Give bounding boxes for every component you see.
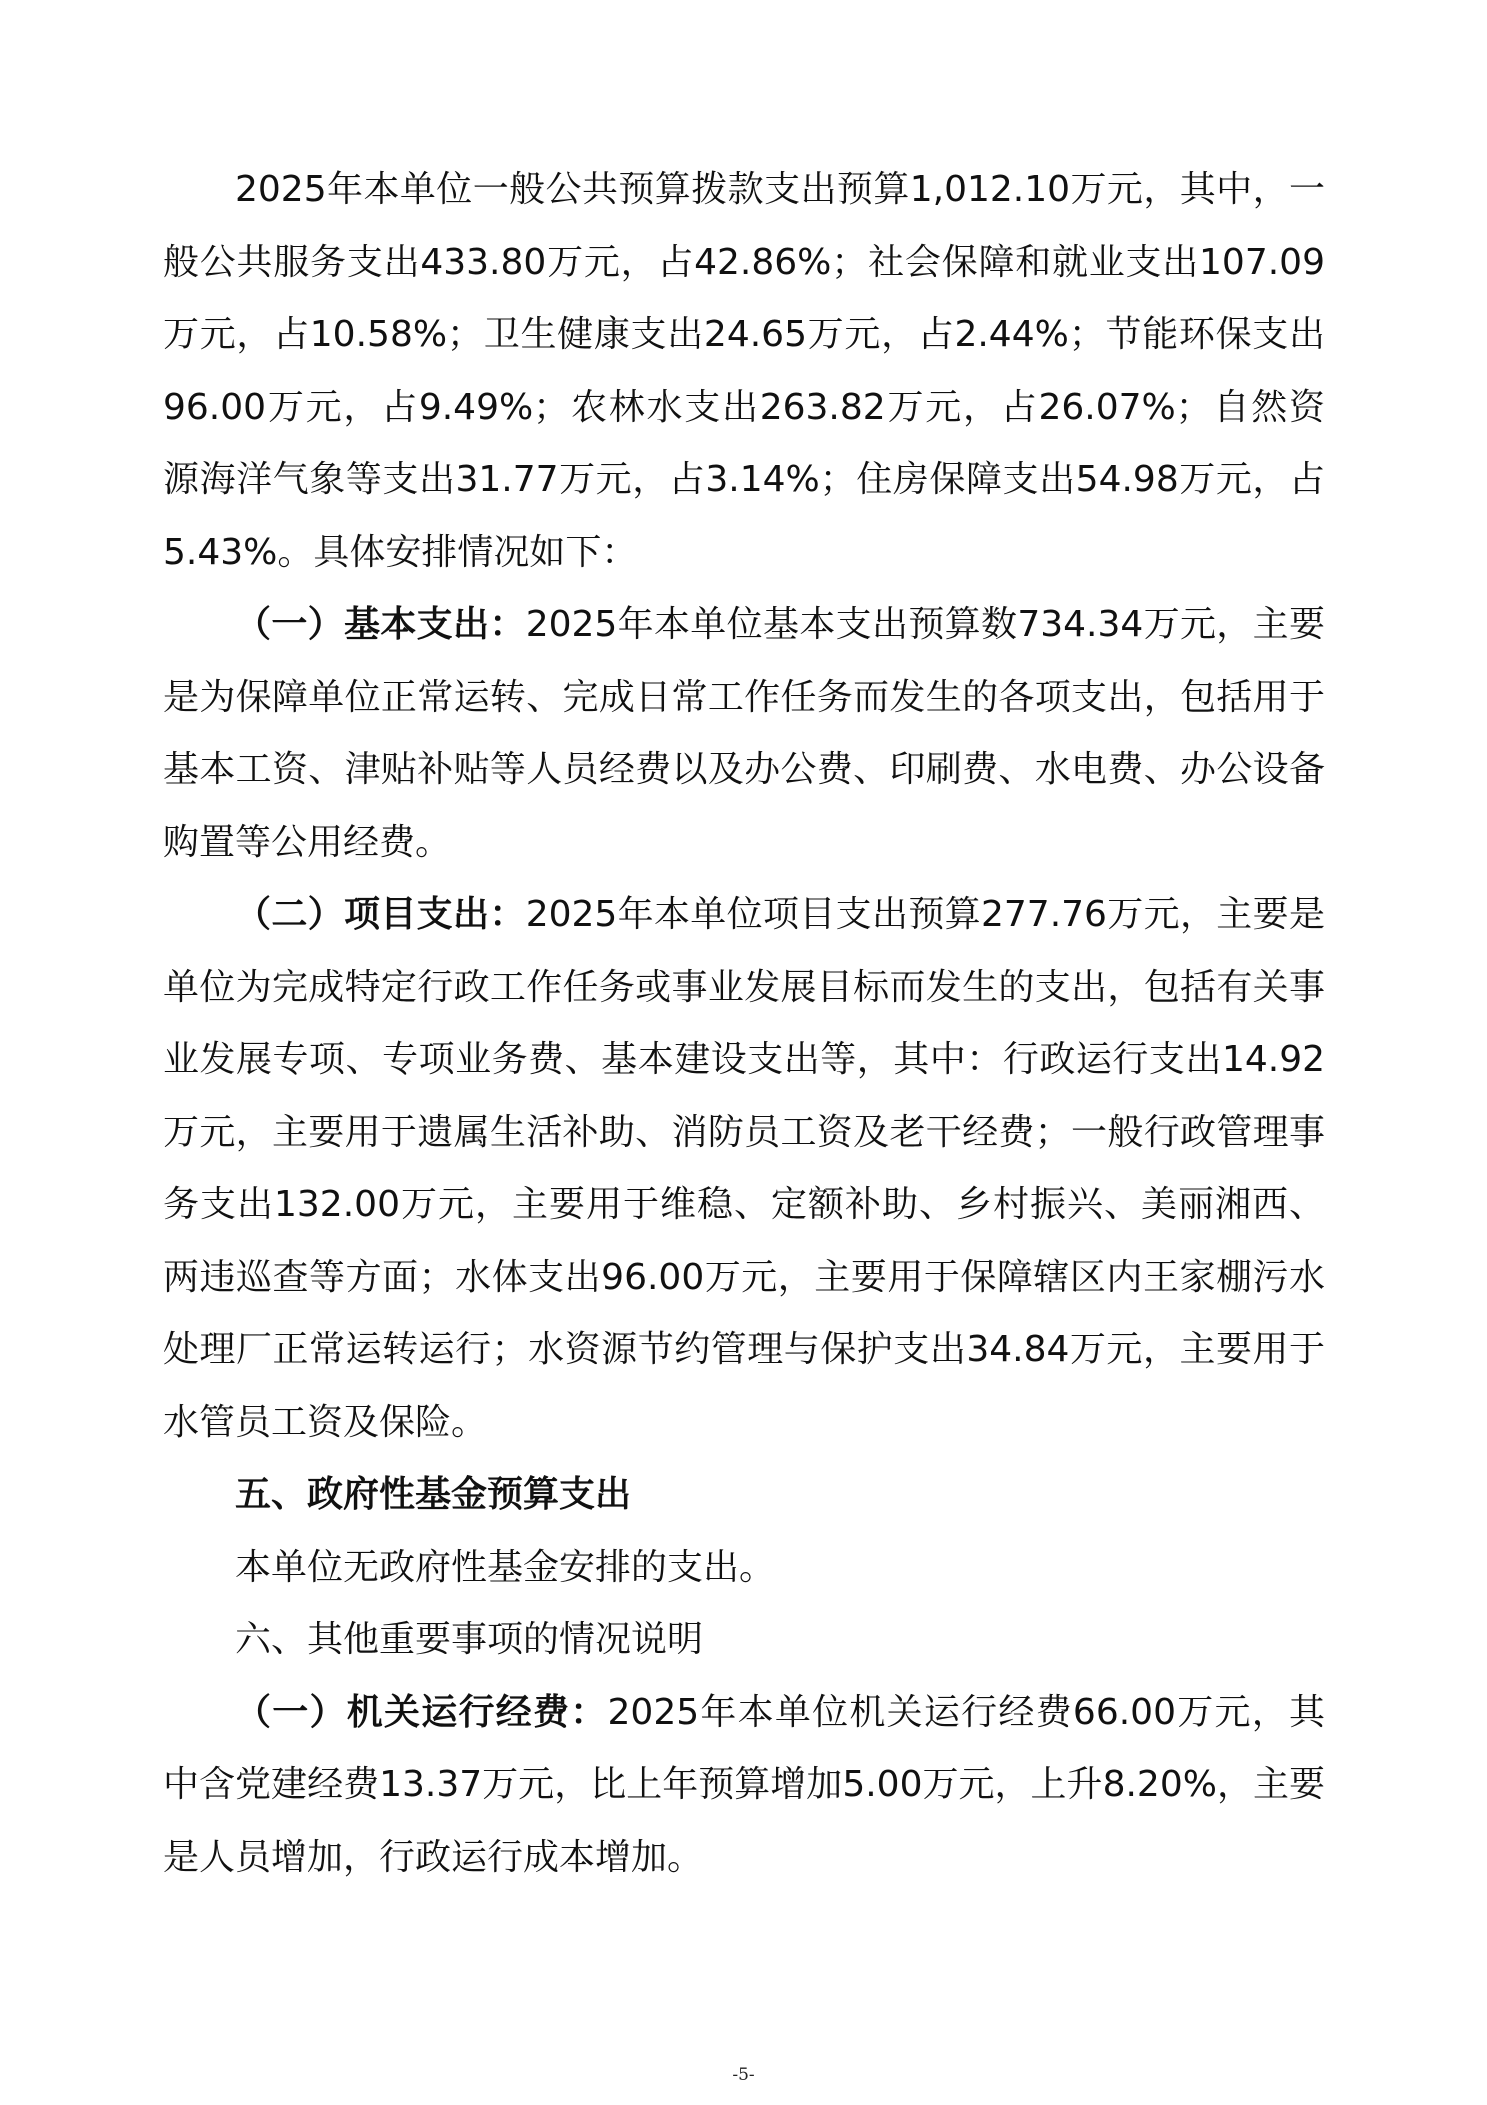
section-heading-other-matters: 六、其他重要事项的情况说明 <box>235 1619 704 1660</box>
paragraph-no-fund: 本单位无政府性基金安排的支出。 <box>235 1546 776 1588</box>
paragraph-basic-expenditure <box>163 589 1325 879</box>
page-number: -5- <box>732 2065 755 2085</box>
operating-expenses-label: （一）机关运行经费： <box>235 1691 608 1733</box>
operating-expenses-text: 2025年本单位机关运行经费66.00万元，其中含党建经费13.37万元，比上年预算增加5.00万元，上升8.20%，主要是人员增加，行政运行成本增加。 <box>163 1691 1325 1878</box>
project-expenditure-text: 2025年本单位项目支出预算277.76万元，主要是单位为完成特定行政工作任务或事业发展目标而发生的支出，包括有关事业发展专项、专项业务费、基本建设支出等，其中：行政运行支出14.92万元，主要用于遗属生活补助、消防员工资及老干经费；一般行政管理事务支出132.00万元，主要用于维稳、定额补助、乡村振兴、美丽湘西、两违巡查等方面；水体支出96.00万元，主要用于保障辖区内王家棚污水处理厂正常运转运行；水资源节约管理与保护支出34.84万元，主要用于水管员工资及保险。 <box>163 894 1325 1443</box>
paragraph-general-budget: 2025年本单位一般公共预算拨款支出预算1,012.10万元，其中，一般公共服务支出433.80万元，占42.86%；社会保障和就业支出107.09万元，占10.58%；卫生健康支出24.65万元，占2.44%；节能环保支出96.00万元，占9.49%；农林水支出263.82万元，占26.07%；自然资源海洋气象等支出31.77万元，占3.14%；住房保障支出54.98万元，占5.43%。具体安排情况如下： <box>163 169 1325 573</box>
paragraph-project-expenditure <box>163 879 1325 1459</box>
project-expenditure-label: （二）项目支出： <box>235 894 526 935</box>
basic-expenditure-label: （一）基本支出： <box>235 604 526 645</box>
document-body <box>163 154 1325 1894</box>
section-heading-fund-budget: 五、政府性基金预算支出 <box>235 1474 632 1515</box>
paragraph-operating-expenses <box>163 1677 1325 1895</box>
basic-expenditure-text: 2025年本单位基本支出预算数734.34万元，主要是为保障单位正常运转、完成日常工作任务而发生的各项支出，包括用于基本工资、津贴补贴等人员经费以及办公费、印刷费、水电费、办公设备购置等公用经费。 <box>163 604 1325 863</box>
